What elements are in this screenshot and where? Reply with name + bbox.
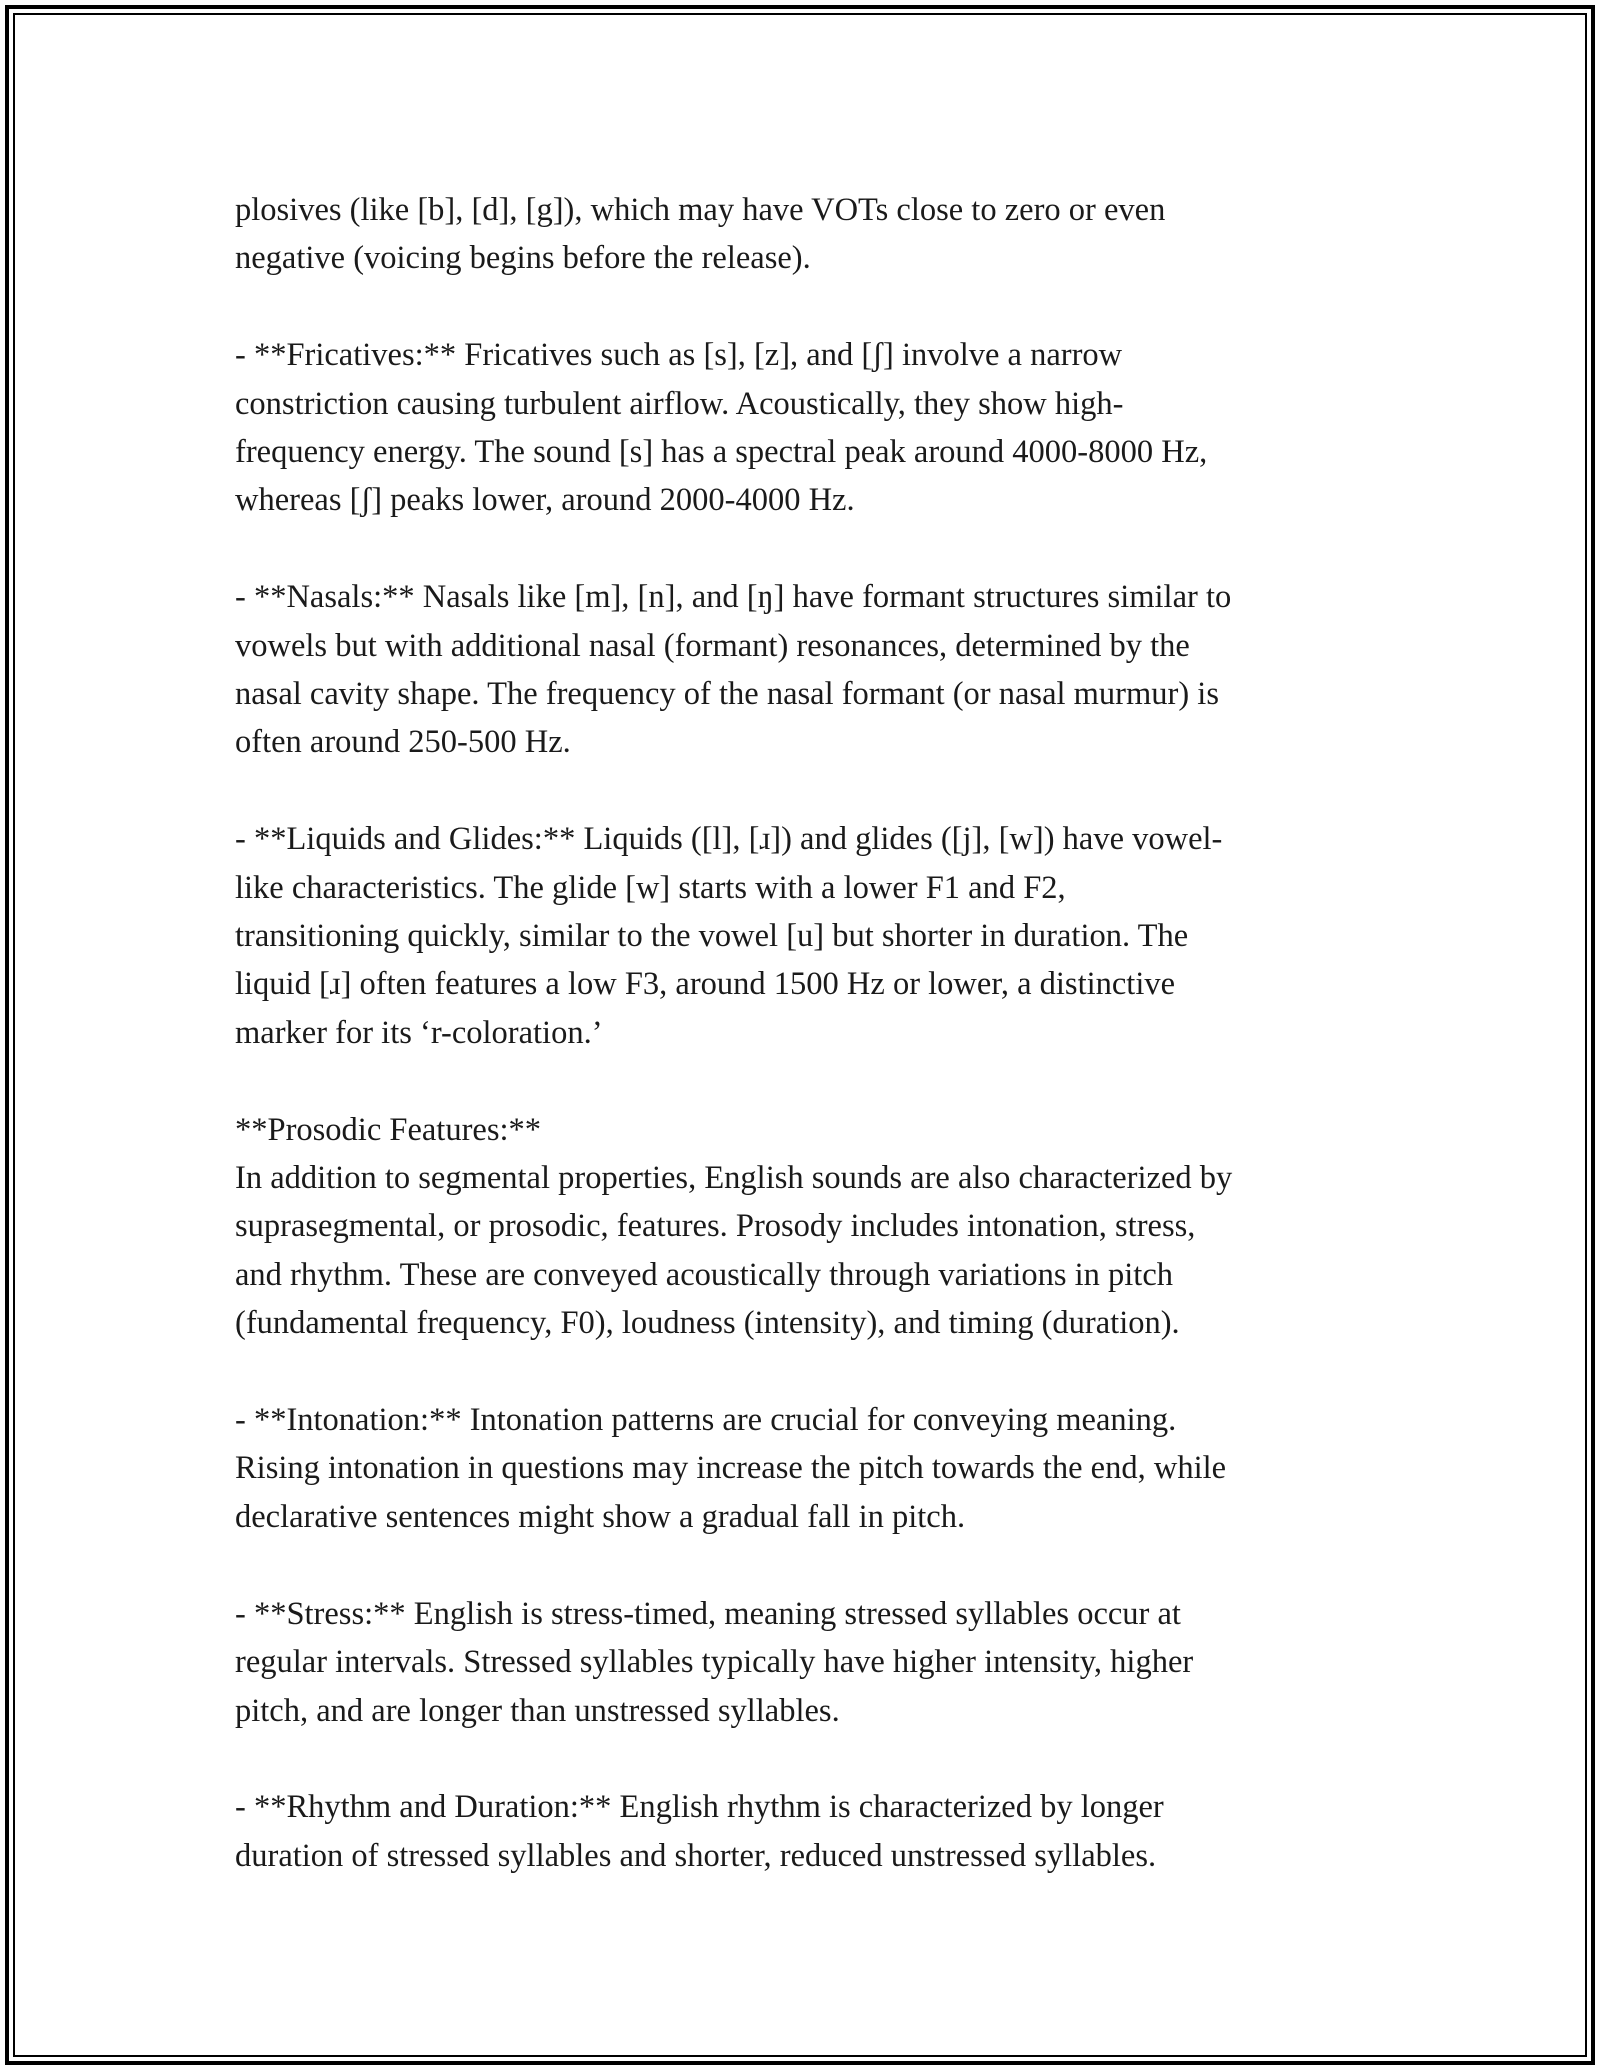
paragraph-prosodic-features: **Prosodic Features:** In addition to segmental properties, English sounds are also characterized by suprasegmental, or prosodic, features. Prosody includes intonation, stress, and rhythm. These are conveyed acoustically through variations in pitch (fundamental frequency, F0), loudness (intensity), and timing (duration). [235, 1111, 1233, 1342]
document-body [235, 186, 1375, 1880]
paragraph-intonation: - **Intonation:** Intonation patterns are crucial for conveying meaning. Rising intonation in questions may increase the pitch towards the end, while declarative sentences might show a gradual fall in pitch. [235, 1402, 1227, 1535]
paragraph-fricatives: - **Fricatives:** Fricatives such as [s], [z], and [ʃ] involve a narrow constriction causing turbulent airflow. Acoustically, they show high- frequency energy. The sound [s] has a spectral peak around 4000-8000 Hz, whereas [ʃ] peaks lower, around 2000-4000 Hz. [235, 337, 1208, 519]
paragraph-plosives-continuation: plosives (like [b], [d], [g]), which may have VOTs close to zero or even negative (voicing begins before the release). [235, 192, 1166, 277]
paragraph-nasals: - **Nasals:** Nasals like [m], [n], and [ŋ] have formant structures similar to vowels but with additional nasal (formant) resonances, determined by the nasal cavity shape. The frequency of the nasal formant (or nasal murmur) is often around 250-500 Hz. [235, 579, 1232, 761]
paragraph-rhythm-duration: - **Rhythm and Duration:** English rhythm is characterized by longer duration of stressed syllables and shorter, reduced unstressed syllables. [235, 1789, 1164, 1874]
paragraph-stress: - **Stress:** English is stress-timed, meaning stressed syllables occur at regular intervals. Stressed syllables typically have higher intensity, higher pitch, and are longer than unstressed syllables. [235, 1595, 1194, 1729]
paragraph-liquids-glides: - **Liquids and Glides:** Liquids ([l], [ɹ]) and glides ([j], [w]) have vowel- like characteristics. The glide [w] starts with a lower F1 and F2, transitioning quickly, similar to the vowel [u] but shorter in duration. The liquid [ɹ] often features a low F3, around 1500 Hz or lower, a distinctive marker for its ‘r-coloration.’ [235, 821, 1223, 1051]
